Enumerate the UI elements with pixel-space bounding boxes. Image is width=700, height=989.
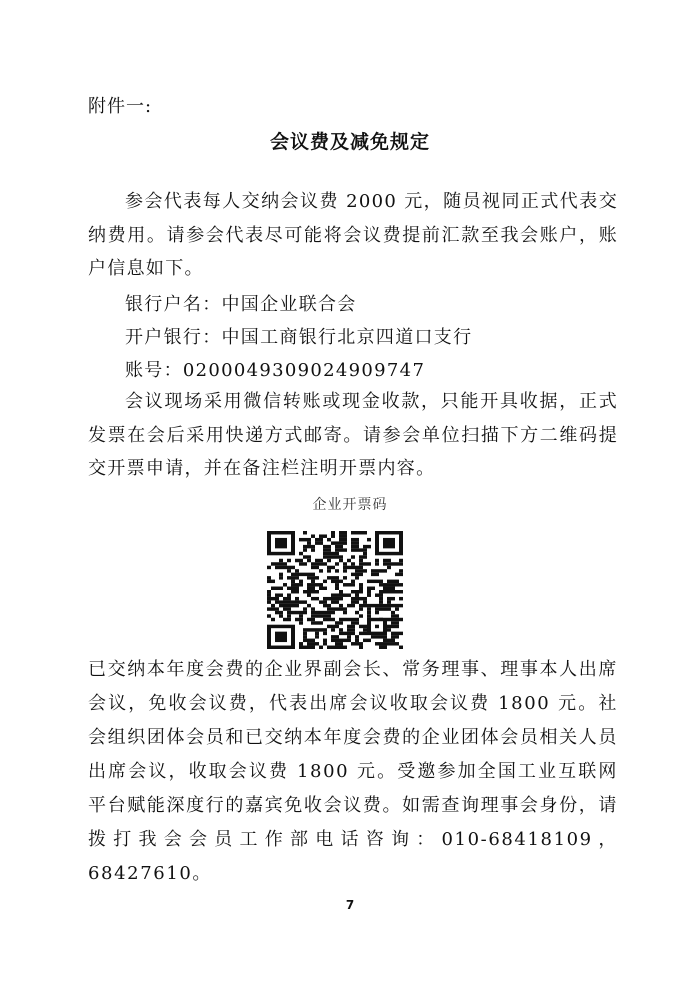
payment-paragraph: 会议现场采用微信转账或现金收款，只能开具收据，正式发票在会后采用快递方式邮寄。请参会单位扫描下方二维码提交开票申请，并在备注栏注明开票内容。 (88, 391, 618, 479)
qr-code-icon (267, 531, 403, 649)
qr-caption: 企业开票码 (312, 497, 388, 513)
page-number: 7 (345, 898, 355, 912)
waiver-paragraph: 已交纳本年度会费的企业界副会长、常务理事、理事本人出席会议，免收会议费，代表出席会议收取会议费 1800 元。社会组织团体会员和已交纳本年度会费的企业团体会员相关人员出席会议，收取会议费 1800 元。受邀参加全国工业互联网平台赋能深度行的嘉宾免收会议费。如需查询理事会身份，请拨打我会会员工作部电话咨询：010-68418109，68427610。 (88, 659, 618, 884)
page-title: 会议费及减免规定 (269, 131, 430, 153)
bank-account-name: 银行户名：中国企业联合会 (125, 294, 357, 315)
account-number: 账号：0200049309024909747 (125, 360, 426, 381)
bank-name: 开户银行：中国工商银行北京四道口支行 (125, 327, 473, 348)
fee-paragraph: 参会代表每人交纳会议费 2000 元，随员视同正式代表交纳费用。请参会代表尽可能将会议费提前汇款至我会账户，账户信息如下。 (88, 191, 618, 279)
attachment-label: 附件一: (88, 96, 153, 117)
